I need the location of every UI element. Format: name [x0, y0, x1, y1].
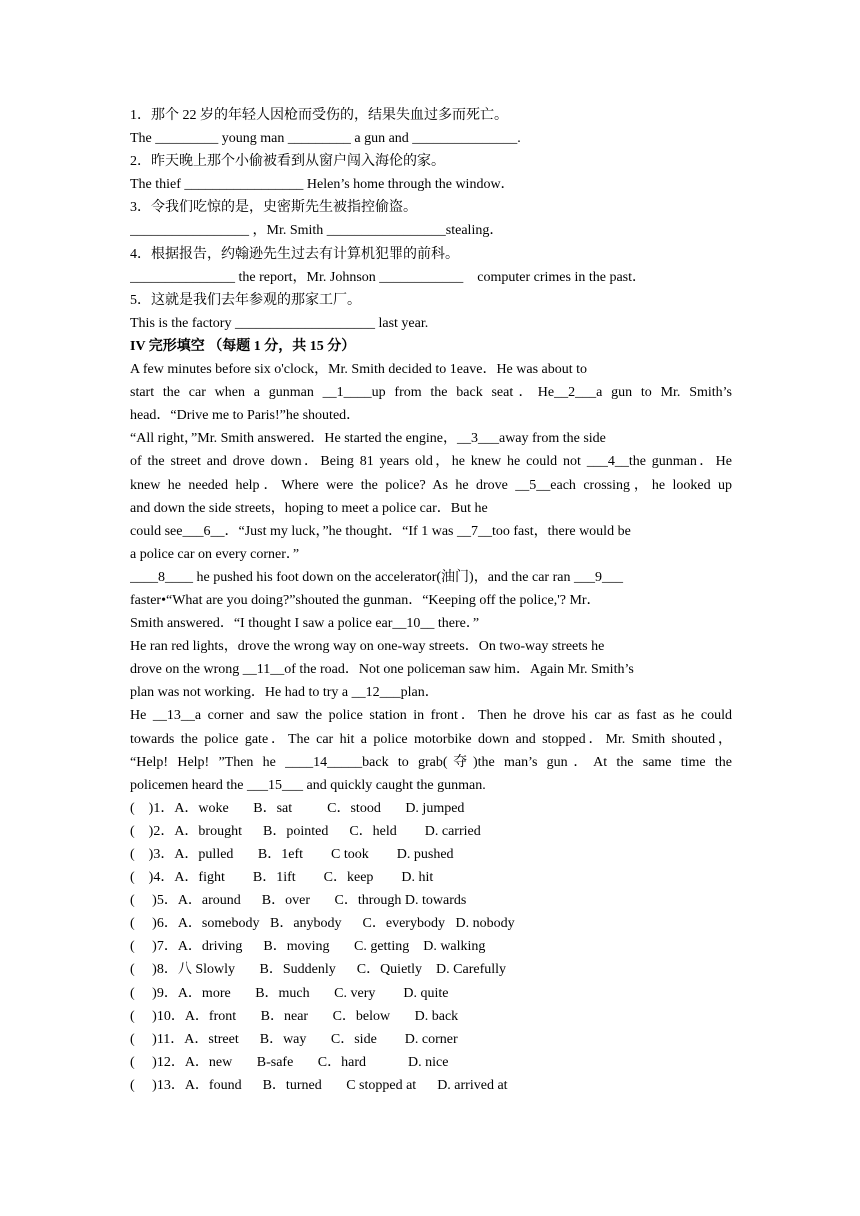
passage-line: towards the police gate．The car hit a police motorbike down and stopped．Mr. Smith shouted，: [130, 731, 732, 747]
passage-line: He ran red lights，drove the wrong way on one-way streets．On two-way streets he: [130, 639, 605, 655]
option-row-2: ( )2．A．brought B．pointed C．held D. carried: [130, 823, 481, 839]
passage-line: He __13__a corner and saw the police station in front．Then he drove his car as fast as he could: [130, 708, 732, 724]
passage-line: drove on the wrong __11__of the road．Not one policeman saw him．Again Mr. Smith’s: [130, 662, 634, 678]
translation-answer-2: The thief _________________ Helen’s home through the window．: [130, 177, 515, 193]
translation-answer-5: This is the factory ____________________ last year.: [130, 315, 429, 331]
translation-answer-4: _______________ the report，Mr. Johnson ____________ computer crimes in the past．: [130, 269, 646, 285]
option-row-1: ( )1．A．woke B．sat C．stood D. jumped: [130, 800, 465, 816]
answer-options: [130, 797, 732, 1097]
passage-line: and down the side streets，hoping to meet a police car．But he: [130, 500, 488, 516]
option-row-10: ( )10．A．front B．near C．below D. back: [130, 1008, 459, 1024]
passage-line: of the street and drove down．Being 81 years old，he knew he could not ___4__the gunman．He: [130, 454, 732, 470]
translation-section: [130, 104, 732, 335]
option-row-7: ( )7．A．driving B．moving C. getting D. walking: [130, 939, 486, 955]
option-row-4: ( )4．A．fight B．1ift C．keep D. hit: [130, 870, 434, 886]
translation-prompt-4: 4．根据报告，约翰逊先生过去有计算机犯罪的前科。: [130, 246, 459, 262]
option-row-3: ( )3．A．pulled B．1eft C took D. pushed: [130, 847, 454, 862]
translation-prompt-2: 2．昨天晚上那个小偷被看到从窗户闯入海伦的家。: [130, 154, 445, 170]
translation-answer-1: The _________ young man _________ a gun and _______________.: [130, 131, 521, 147]
passage-line: head．“Drive me to Paris!”he shouted．: [130, 408, 361, 424]
passage-line: “Help! Help! ”Then he ____14_____back to grab(夺)the man’s gun．At the same time the: [130, 754, 732, 770]
translation-prompt-1: 1．那个 22 岁的年轻人因枪而受伤的，结果失血过多而死亡。: [130, 108, 508, 123]
passage-line: a police car on every corner．”: [130, 546, 300, 562]
translation-prompt-5: 5．这就是我们去年参观的那家工厂。: [130, 292, 361, 308]
passage-line: Smith answered．“I thought I saw a police ear__10__ there．”: [130, 616, 480, 632]
translation-prompt-3: 3．令我们吃惊的是，史密斯先生被指控偷盗。: [130, 200, 417, 216]
option-row-8: ( )8．八 Slowly B．Suddenly C．Quietly D. Carefully: [130, 962, 507, 978]
passage-line: start the car when a gunman __1____up from the back seat．He__2___a gun to Mr. Smith’s: [130, 385, 732, 401]
option-row-12: ( )12．A．new B-safe C．hard D. nice: [130, 1054, 449, 1070]
passage-line: A few minutes before six o'clock，Mr. Smith decided to 1eave．He was about to: [130, 362, 588, 378]
passage-line: “All right，”Mr. Smith answered．He started the engine，__3___away from the side: [130, 431, 606, 447]
passage-line: policemen heard the ___15___ and quickly caught the gunman.: [130, 777, 486, 793]
worksheet: [130, 104, 732, 1097]
passage-line: ____8____ he pushed his foot down on the accelerator(油门)，and the car ran ___9___: [130, 569, 623, 585]
translation-answer-3: _________________ ，Mr. Smith _________________stealing．: [130, 223, 504, 239]
passage-line: could see___6__．“Just my luck，”he thought．“If 1 was __7__too fast，there would be: [130, 523, 631, 539]
cloze-passage: [130, 358, 732, 797]
option-row-13: ( )13．A．found B．turned C stopped at D. arrived at: [130, 1077, 508, 1093]
passage-line: faster•“What are you doing?”shouted the gunman．“Keeping off the police,'? Mr．: [130, 592, 601, 608]
option-row-6: ( )6．A．somebody B．anybody C．everybody D. nobody: [130, 916, 515, 932]
option-row-5: ( )5．A．around B．over C．through D. towards: [130, 893, 467, 909]
option-row-9: ( )9．A．more B．much C. very D. quite: [130, 985, 449, 1001]
passage-line: plan was not working．He had to try a __12___plan．: [130, 685, 439, 701]
passage-line: knew he needed help．Where were the police? As he drove __5__each crossing，he looked up: [130, 477, 732, 493]
option-row-11: ( )11．A．street B．way C．side D. corner: [130, 1031, 458, 1047]
section-heading: IV 完形填空 （每题 1 分，共 15 分）: [130, 338, 356, 354]
